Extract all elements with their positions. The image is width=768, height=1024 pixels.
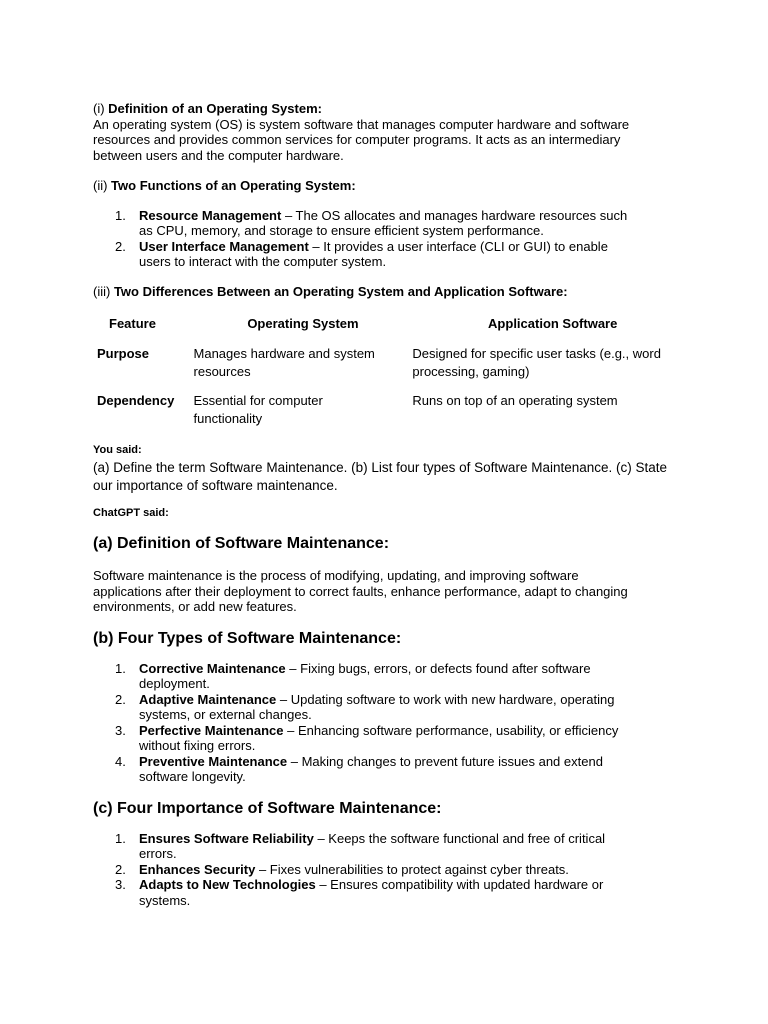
section-i-title: Definition of an Operating System:	[108, 101, 322, 116]
list-text: – The OS allocates and manages hardware resources such as CPU, memory, and storage to ensure efficient system performance.	[139, 207, 628, 238]
list-term: Perfective Maintenance	[139, 722, 284, 738]
table-header-app: Application Software	[488, 316, 618, 331]
list-text: – Fixes vulnerabilities to protect against cyber threats.	[255, 861, 569, 877]
table-cell-feature	[97, 345, 194, 392]
table-cell-app: Designed for specific user tasks (e.g., word processing, gaming)	[412, 346, 661, 379]
list-number: 1.	[115, 207, 126, 223]
section-iii-heading	[93, 284, 693, 300]
table-header-feature: Feature	[109, 316, 156, 331]
list-text: – Keeps the software functional and free of critical errors.	[139, 830, 606, 861]
list-number: 1.	[115, 830, 126, 846]
table-cell-os: Manages hardware and system resources	[193, 346, 375, 379]
list-number: 2.	[115, 691, 126, 707]
list-term: Ensures Software Reliability	[139, 830, 314, 846]
list-term: Resource Management	[139, 207, 282, 223]
table-header-row	[97, 315, 693, 345]
list-text: – Updating software to work with new hardware, operating systems, or external changes.	[139, 691, 615, 722]
user-message: (a) Define the term Software Maintenance. (b) List four types of Software Maintenance. (c) State our importance of software maintenance.	[93, 460, 668, 493]
list-item	[93, 208, 639, 239]
table-header-os: Operating System	[247, 316, 359, 331]
list-number: 4.	[115, 753, 126, 769]
section-b-heading: (b) Four Types of Software Maintenance:	[93, 629, 402, 647]
os-functions-list	[93, 208, 693, 270]
list-number: 3.	[115, 877, 126, 892]
list-number: 2.	[115, 238, 126, 254]
section-i-body: An operating system (OS) is system software that manages computer hardware and software resources and provides common services for computer programs. It acts as an intermediary between users and the computer hardware.	[93, 116, 630, 163]
list-text: – Enhancing software performance, usability, or efficiency without fixing errors.	[139, 722, 619, 753]
list-item	[93, 723, 639, 754]
feature-label: Purpose	[97, 346, 150, 361]
comparison-table	[97, 315, 693, 439]
list-term: Preventive Maintenance	[139, 753, 288, 769]
list-number: 1.	[115, 660, 126, 676]
table-cell-app: Runs on top of an operating system	[412, 393, 618, 408]
section-i-prefix: (i)	[93, 101, 109, 116]
table-row	[97, 345, 693, 392]
list-term: User Interface Management	[139, 238, 309, 254]
list-term: Corrective Maintenance	[139, 660, 286, 676]
section-ii-heading	[93, 178, 693, 194]
maintenance-types-list	[93, 661, 693, 785]
list-item	[93, 831, 639, 862]
list-text: – Fixing bugs, errors, or defects found after software deployment.	[139, 660, 591, 691]
list-term: Enhances Security	[139, 861, 256, 877]
table-cell-os: Essential for computer functionality	[193, 393, 323, 426]
list-item	[93, 754, 639, 785]
feature-label: Dependency	[97, 393, 175, 408]
document-page	[93, 101, 693, 908]
section-a-body: Software maintenance is the process of modifying, updating, and improving software applications after their deployment to correct faults, enhance performance, adapt to changing environments, or add new features.	[93, 568, 628, 614]
section-c-heading: (c) Four Importance of Software Maintenance:	[93, 799, 442, 817]
list-number: 2.	[115, 861, 126, 877]
chatgpt-said-label: ChatGPT said:	[93, 507, 169, 519]
list-term: Adapts to New Technologies	[139, 877, 316, 892]
list-text: – Making changes to prevent future issues and extend software longevity.	[139, 753, 603, 784]
section-ii-title: Two Functions of an Operating System:	[111, 178, 356, 193]
table-cell-feature	[97, 392, 194, 439]
you-said-label: You said:	[93, 444, 142, 456]
list-number: 3.	[115, 722, 126, 738]
table-row	[97, 392, 693, 439]
list-item	[93, 661, 639, 692]
section-ii-prefix: (ii)	[93, 178, 112, 193]
list-item	[93, 877, 639, 908]
list-term: Adaptive Maintenance	[139, 691, 277, 707]
list-item	[93, 692, 639, 723]
list-item	[93, 862, 639, 878]
list-item	[93, 239, 639, 270]
section-iii-title: Two Differences Between an Operating System and Application Software:	[113, 283, 568, 299]
list-text: – It provides a user interface (CLI or GUI) to enable users to interact with the computer system.	[139, 238, 608, 269]
maintenance-importance-list	[93, 831, 693, 909]
section-iii-prefix: (iii)	[93, 283, 114, 299]
section-a-heading: (a) Definition of Software Maintenance:	[93, 535, 390, 552]
list-text: – Ensures compatibility with updated hardware or systems.	[139, 877, 604, 908]
section-i-heading	[93, 101, 693, 117]
